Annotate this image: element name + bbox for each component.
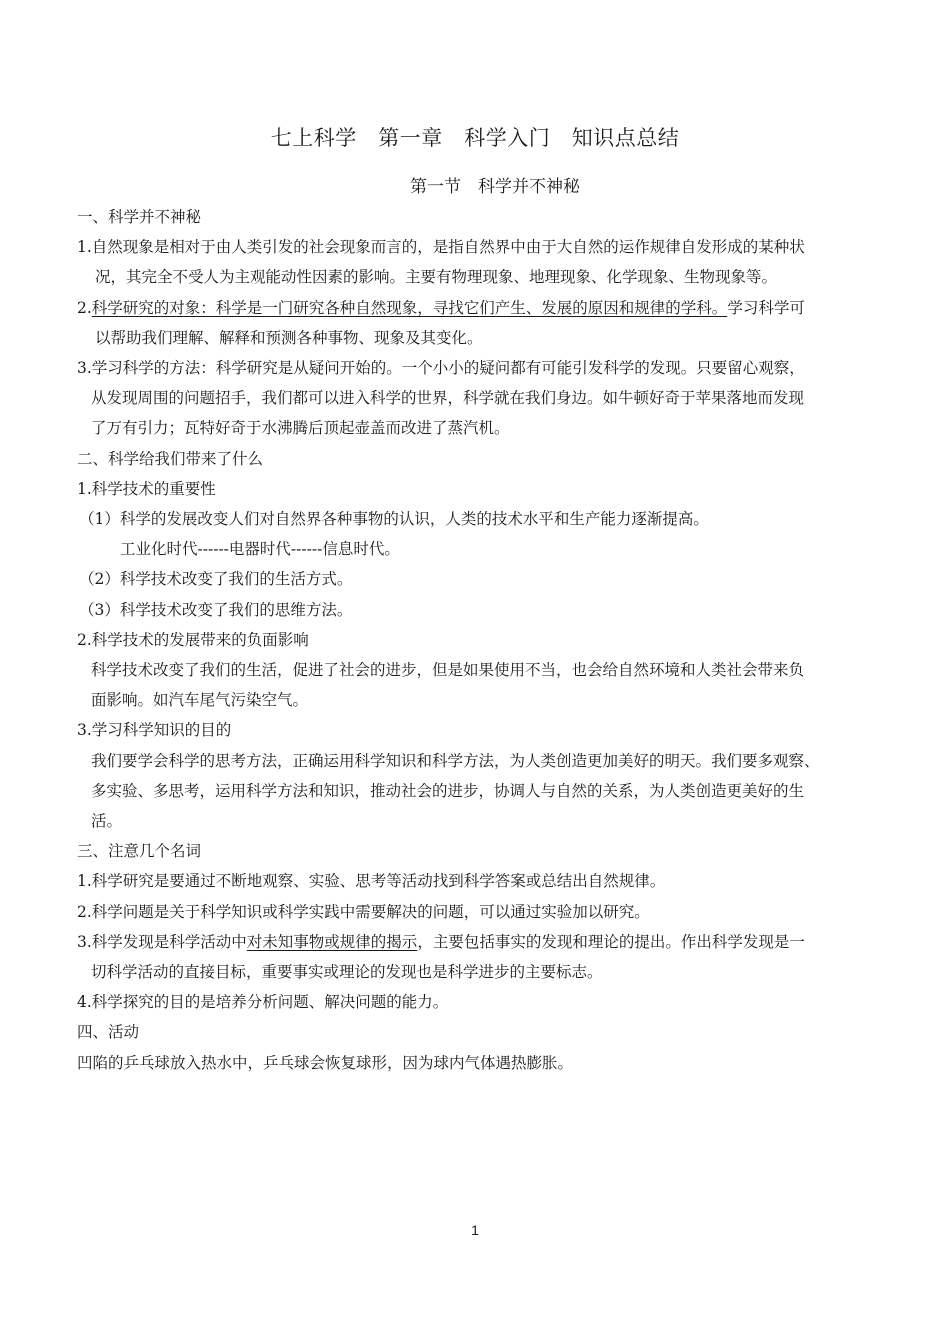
- subheading: 2.科学技术的发展带来的负面影响: [77, 630, 309, 649]
- paragraph-line: 我们要学会科学的思考方法，正确运用科学知识和科学方法，为人类创造更加美好的明天。我们要多观察、: [91, 751, 820, 770]
- paragraph-line: 了万有引力；瓦特好奇于水沸腾后顶起壶盖而改进了蒸汽机。: [91, 419, 510, 438]
- paragraph-line: 4.科学探究的目的是培养分析问题、解决问题的能力。: [77, 993, 449, 1012]
- paragraph-line: 1.自然现象是相对于由人类引发的社会现象而言的，是指自然界中由于大自然的运作规律自发形成的某种状: [77, 238, 805, 257]
- paragraph-line: 3.学习科学的方法：科学研究是从疑问开始的。一个小小的疑问都有可能引发科学的发现。只要留心观察，: [77, 359, 805, 378]
- underlined-phrase: 对未知事物或规律的揭示: [246, 932, 418, 951]
- paragraph-line: [77, 927, 872, 957]
- paragraph-text: 学习科学可: [727, 298, 805, 317]
- document-title: 七上科学 第一章 科学入门 知识点总结: [270, 126, 680, 150]
- paragraph-line: 凹陷的乒乓球放入热水中，乒乓球会恢复球形，因为球内气体遇热膨胀。: [77, 1053, 574, 1072]
- heading-activity: 四、活动: [77, 1023, 140, 1042]
- paragraph-line: 切科学活动的直接目标，重要事实或理论的发现也是科学进步的主要标志。: [91, 963, 603, 982]
- paragraph-line: 2.科学问题是关于科学知识或科学实践中需要解决的问题，可以通过实验加以研究。: [77, 902, 650, 921]
- paragraph-line: 科学技术改变了我们的生活，促进了社会的进步，但是如果使用不当，也会给自然环境和人类社会带来负: [91, 661, 805, 680]
- paragraph-line: 活。: [91, 812, 123, 831]
- paragraph-line: 1.科学研究是要通过不断地观察、实验、思考等活动找到科学答案或总结出自然规律。: [77, 872, 666, 891]
- paragraph-line: 以帮助我们理解、解释和预测各种事物、现象及其变化。: [95, 328, 483, 347]
- paragraph-line: 况，其完全不受人为主观能动性因素的影响。主要有物理现象、地理现象、化学现象、生物现象等。: [95, 268, 778, 287]
- paragraph-line: 从发现周围的问题招手，我们都可以进入科学的世界，科学就在我们身边。如牛顿好奇于苹果落地而发现: [91, 389, 805, 408]
- heading-terms: 三、注意几个名词: [77, 842, 202, 861]
- paragraph-text: 3.科学发现是科学活动中: [77, 932, 247, 951]
- era-sequence: 工业化时代------电器时代------信息时代。: [120, 540, 400, 559]
- paragraph-line: 多实验、多思考，运用科学方法和知识，推动社会的进步，协调人与自然的关系，为人类创造更美好的生: [91, 781, 805, 800]
- underlined-definition: 科学研究的对象：科学是一门研究各种自然现象，寻找它们产生、发展的原因和规律的学科。: [91, 298, 728, 317]
- subheading: 3.学习科学知识的目的: [77, 721, 232, 740]
- section-title: 第一节 科学并不神秘: [410, 177, 580, 197]
- list-item: （3）科学技术改变了我们的思维方法。: [79, 600, 353, 619]
- paragraph-line: [77, 293, 872, 323]
- list-item: （1）科学的发展改变人们对自然界各种事物的认识，人类的技术水平和生产能力逐渐提高。: [79, 510, 709, 529]
- paragraph-text: ，主要包括事实的发现和理论的提出。作出科学发现是一: [417, 932, 805, 951]
- list-item: （2）科学技术改变了我们的生活方式。: [79, 570, 353, 589]
- subheading: 1.科学技术的重要性: [77, 479, 216, 498]
- page-number: 1: [471, 1222, 479, 1238]
- heading-what-science-brings: 二、科学给我们带来了什么: [77, 449, 264, 468]
- item-number: 2.: [77, 298, 92, 317]
- paragraph-line: 面影响。如汽车尾气污染空气。: [91, 691, 309, 710]
- heading-science-not-mysterious: 一、科学并不神秘: [77, 208, 202, 226]
- document-body: [77, 202, 872, 1078]
